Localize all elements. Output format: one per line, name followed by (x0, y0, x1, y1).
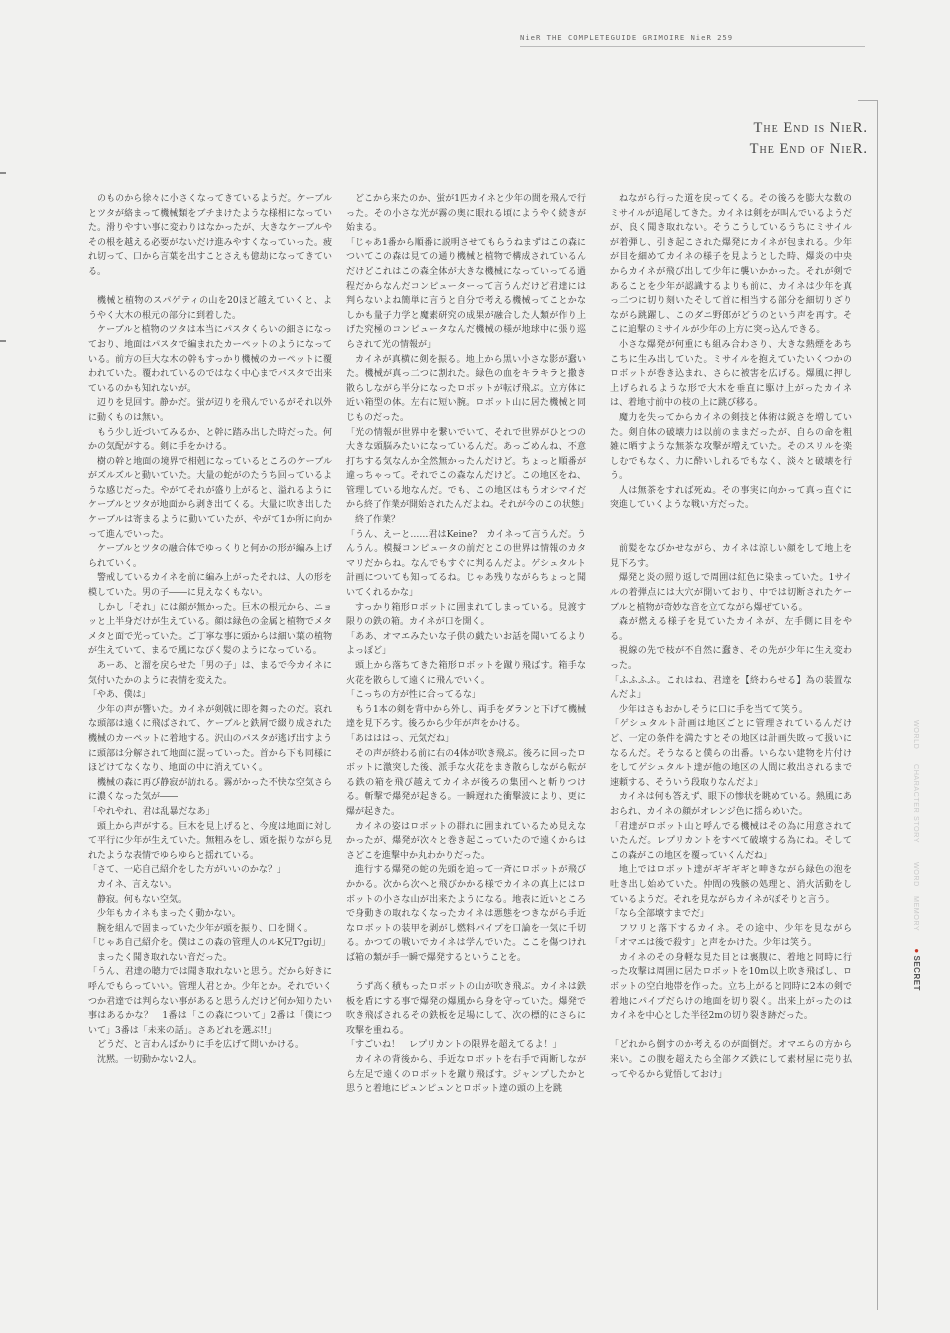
body-paragraph: 腕を組んで固まっていた少年が頭を振り、口を開く。 (97, 923, 313, 934)
body-paragraph: 魔力を失ってからカイネの剣技と体術は鋭さを増していた。剣自体の破壊力は以前のままだったが、自らの命を粗雑に晒すような無茶な攻撃が増えていた。そのスリルを楽しむでもなく、力に酔いしれるでもなく、淡々と破壊を行う。 (610, 412, 852, 482)
paragraph-spacer (610, 513, 852, 528)
dialogue-line: 「うん、君達の聴力では聞き取れないと思う。だから好きに呼んでもらっていい。管理人君とか。少年とか。それでいくつか君達では判らない事があると思うんだけど何か知りたい事はあるかな？ 1番は「この森について」2番は「僕について」3番は「未来の話」。さあどれを選ぶ!!」 (88, 967, 332, 1036)
chapter-title (620, 118, 868, 160)
chapter-title-line-2: The End of NieR. (749, 141, 868, 157)
body-paragraph: 小さな爆発が何重にも組み合わさり、大きな熱煙をあちこちに生み出していた。ミサイルを抱えていたいくつかのロボットが巻き込まれ、さらに被害を広げる。爆風に押し上げられるような形で大木を垂直に駆け上がったカイネは、着地寸前中の枝の上に跳び移る。 (610, 339, 852, 409)
body-paragraph: 樹の幹と地面の境界で相剋になっているところのケーブルがズルズルと動いていた。大量の蛇がのたうち回っているような感じだった。やがてそれが盛り上がると、溢れるようにケーブルとツタが地面から剥き出てくる。大量に吹き出したケーブルは寄まるように動いていたが、やがて1か所に向かって進んでいった。 (88, 456, 332, 540)
active-tab-dot-icon: ● (912, 946, 921, 956)
body-paragraph: カイネが真横に剣を振る。地上から黒い小さな影が蠢いた。機械が真っ二つに割れた。緑色の血をキラキラと撒き散らしながら半分になったロボットが転げ飛ぶ。立方体に近い箱型の体。左右に短い腕。ロボット山に居た機械と同じものだった。 (346, 354, 586, 423)
body-paragraph: カイネは何も答えず、眼下の惨状を眺めている。熱風にあおられ、カイネの顔がオレンジ色に揺らめいた。 (610, 792, 852, 817)
body-paragraph: ケーブルと植物のツタは本当にパスタくらいの細さになっており、地面はパスタで編まれたカーペットのようになっている。前方の巨大な木の幹もすっかり機械のカーペットに覆われていた。覆われているのではなく中心までパスタで出来ているのかも知れないが。 (88, 325, 332, 394)
body-paragraph: 進行する爆発の蛇の先頭を追って一斉にロボットが飛びかかる。次から次へと飛びかかる様でカイネの真上にはロボットの小さな山が出来たようになる。地表に近いところで身動きの取れなくなったカイネは悪態をつきながら手近なロボットの装甲を剥がし燃料パイプを口論を一気に千切る。かつての戦いでカイネは学んでいた。ここを傷つければ箱の類が手一瞬で爆発するということを。 (346, 865, 586, 963)
section-side-tabs (912, 720, 928, 991)
dialogue-line: 「光の情報が世界中を繋いでいて、それで世界がひとつの大きな頭脳みたいになっているんだ。あっごめんね、不意打ちする気なんか全然無かったんだけど。ちょっと順番が違っちゃって。それでこの森なんだけど。この地区をね、管理している地なんだ。でも、この地区はもうオシマイだから終了作業が開始されたんだよね。それが今のこの状態」 (346, 427, 590, 511)
side-tab-label: STORY (912, 816, 921, 843)
running-header: NieR THE COMPLETEGUIDE GRIMOIRE NieR 259 (520, 33, 734, 42)
side-tab-world (912, 720, 921, 749)
dialogue-line: 「ふふふふ。これはね、君達を【終わらせる】為の装置なんだよ」 (610, 675, 852, 701)
body-paragraph: まったく聞き取れない音だった。 (97, 952, 233, 963)
body-paragraph: 地上ではロボット達がギギギギと呻きながら緑色の泡を吐き出し始めていた。仲間の残骸の処理と、消火活動をしているようだ。それを見ながらカイネがぼそりと言う。 (610, 865, 852, 905)
body-paragraph: 少年もカイネもまったく動かない。 (97, 909, 241, 920)
dialogue-line: 「じゃあ自己紹介を。僕はこの森の管理人のルK兄T?gi切」 (88, 938, 331, 949)
body-paragraph: フワリと落下するカイネ。その途中、少年を見ながら「オマエは後で殺す」と声をかけた。少年は笑う。 (610, 923, 852, 949)
body-paragraph: カイネのその身軽な見た目とは裏腹に、着地と同時に行った攻撃は周囲に居たロボットを10m以上吹き飛ばし、ロボットの空白地帯を作った。立ち上がると同時に2本の剣で着地にパイプだらけの地面を切り裂く。出来上がったのはカイネを中心とした半径2mの切り裂き跡だった。 (610, 952, 852, 1022)
body-paragraph: 爆発と炎の照り返しで周囲は紅色に染まっていた。1サイルの着弾点には大穴が開いており、中では切断されたケーブルと植物が奇妙な音を立てながら爆ぜている。 (610, 573, 852, 613)
body-paragraph: 少年の声が響いた。カイネが剣戟に即を舞ったのだ。哀れな頭部は遠くに飛ばされて、ケーブルと鉄屑で綴り成された機械のカーペットに着地する。沢山のパスタが逃げ出すように頭部は分解されて地面に混っていった。首から下も同様にほどけてなくなり、地面の中に消えていく。 (88, 704, 332, 774)
dialogue-line: 「なら全部壊すまでだ」 (610, 909, 710, 920)
side-tab-label: SECRET (912, 955, 921, 991)
paragraph-spacer (346, 965, 586, 980)
body-paragraph: もう少し近づいてみるか、と幹に踏み出した時だった。何かの気配がする。剣に手をかける。 (88, 427, 332, 453)
paragraph-spacer (610, 1024, 852, 1039)
dialogue-line: 「じゃあ1番から順番に説明させてもらうねまずはこの森についてこの森は見ての通り機械と植物で構成されているんだけどこれはこの森全体が大きな機械になっていってる過程だからなんだコンピューターって言うんだけど君達には判らないよね簡単に言うと自分で考える機械ってことかなしかも量子力学と魔素研究の成果が融合した人類が作り上げた究極のコンピュータなんだ機械の様が地球中に張り巡らされて光の情報が」 (346, 237, 586, 350)
body-paragraph: すっかり箱形ロボットに囲まれてしまっている。見渡す限りの鉄の箱。カイネが口を開く。 (346, 602, 586, 628)
scan-mark (0, 172, 6, 174)
dialogue-line: 「ゲシュタルト計画は地区ごとに管理されているんだけど、一定の条件を満たすとその地区は計画失敗って扱いになるんだ。そうなると僕らの出番。いらない建物を片付けをしてゲシュタルト達が他の地区の人間に救出されるまで速頼する、そういう段取りなんだよ」 (610, 719, 852, 788)
side-tab-word (912, 862, 921, 887)
dialogue-line: 「こっちの方が性に合ってるな」 (346, 690, 481, 701)
body-paragraph: 辺りを見回す。静かだ。蛍が辺りを飛んでいるがそれ以外に動くものは無い。 (88, 398, 332, 423)
dialogue-line: 「すごいね！ レプリカントの限界を超えてるよ！」 (346, 1040, 562, 1051)
dialogue-line: 「さて、一応自己紹介をした方がいいのかな？」 (88, 865, 286, 876)
body-paragraph: ねながら行った道を戻ってくる。その後ろを膨大な数のミサイルが追尾してきた。カイネは剣をが叫んでいるようだが、良く聞き取れない。そうこうしているうちにミサイルが着弾し、引き起こされた爆発にカイネが包まれる。少年が目を細めてカイネの様子を見ようとした時、爆炎の中央からカイネが飛び出して少年に襲いかかった。それが剣であることを少年が認識するよりも前に、カイネは少年を真っ二つに切り刻いたそして首に相当する部分を細切りざりながら跳躍し、このダニ野郎がどうのという声を再す。そこに追撃のミサイルが少年の上方に突っ込んできる。 (610, 194, 853, 336)
body-paragraph: その声が終わる前に右の4体が吹き飛ぶ。後ろに回ったロボットに激突した後、派手な火花をまき散らしながら転がる鉄の箱を飛び越えてカイネが後ろの集団へと斬りつける。斬撃で爆発が起きる。一瞬遅れた衝撃波により、更に爆が起きた。 (346, 748, 586, 817)
side-tab-label: WORLD (912, 720, 921, 750)
dialogue-line: 「あはははっ、元気だね」 (346, 733, 455, 744)
page-bracket-vertical (877, 100, 878, 1310)
dialogue-line: 「どれから倒すのか考えるのが面倒だ。オマエらの方から来い。この腹を超えたら全部クズ鉄にして素材屋に売り払ってやるから覚悟しておけ」 (610, 1040, 852, 1080)
dialogue-line: 「君達がロボット山と呼んでる機械はその為に用意されていたんだ。レプリカントをすべて破壊する為にね。そしてこの森がこの地区を覆っていくんだね」 (610, 821, 852, 861)
body-paragraph: 頭上から声がする。巨木を見上げると、今度は地面に対して平行に少年が生えていた。無粗みをし、頭を振りながら見れたような表情でゆらゆらと揺れている。 (88, 821, 332, 861)
side-tab-memory (912, 896, 921, 931)
page-bracket-horizontal (858, 100, 878, 101)
paragraph-spacer (610, 528, 852, 543)
body-paragraph: 警戒しているカイネを前に編み上がったそれは、人の形を模していた。男の子――に見えなくもない。 (88, 573, 332, 599)
body-paragraph: 沈黙。一切動かない2人。 (97, 1055, 202, 1066)
body-paragraph: もう1本の剣を背中から外し、両手をダランと下げて機械達を見下ろす。後ろから少年が声をかける。 (346, 704, 586, 730)
body-paragraph: 人は無茶をすれば死ぬ。その事実に向かって真っ直ぐに突進していくような戦い方だった。 (610, 485, 852, 511)
body-paragraph: 前髪をなびかせながら、カイネは涼しい顔をして地上を見下ろす。 (610, 544, 852, 569)
body-paragraph: ケーブルとツタの融合体でゆっくりと何かの形が編み上げられていく。 (88, 544, 332, 569)
text-column-2 (346, 192, 590, 1097)
paragraph-spacer (88, 280, 332, 295)
side-tab-label: CHARACTER (912, 764, 921, 814)
body-paragraph: 少年はさもおかしそうに口に手を当てて笑う。 (619, 704, 809, 715)
body-paragraph: カイネの姿はロボットの群れに囲まれているため見えなかったが、爆発が次々と巻き起こっていたので遠くからはさどこを進撃中か丸わかりだった。 (346, 821, 586, 861)
body-paragraph: どこから来たのか、蛍が1匹カイネと少年の間を飛んで行った。その小さな光が霧の奥に眼れる頃にようやく続きが始まる。 (346, 194, 586, 234)
chapter-title-line-1: The End is NieR. (753, 120, 868, 136)
body-paragraph: 森が燃える様子を見ていたカイネが、左手側に目をやる。 (610, 617, 852, 642)
header-rule (520, 46, 865, 47)
side-tab-label: MEMORY (912, 896, 921, 932)
body-paragraph: どうだ、と言わんばかりに手を広げて問いかける。 (97, 1040, 305, 1051)
body-paragraph: 静寂。何もない空気。 (97, 894, 188, 905)
body-paragraph: 機械と植物のスパゲティの山を20ほど越えていくと、ようやく大木の根元の部分に到着した。 (88, 296, 332, 321)
body-paragraph: 終了作業？ (355, 515, 401, 526)
body-paragraph: うず高く積もったロボットの山が吹き飛ぶ。カイネは鉄板を盾にする事で爆発の爆風から身を守っていた。爆発で吹き飛ばされるその鉄板を足場にして、次の標的にさらに攻撃を重ねる。 (346, 982, 586, 1036)
dialogue-line: 「やれやれ、君は乱暴だなあ」 (88, 806, 215, 817)
body-paragraph: のものから徐々に小さくなってきているようだ。ケーブルとツタが絡まって機械類をブチまけたような様相になっていた。滑りやすい事に変わりはなかったが、大きなケーブルやその根を越える必要がないだけ進みやすくなっていった。疲れ切って、口から言葉を出すことさえも億劫になってきている。 (88, 194, 332, 277)
text-column-1 (88, 192, 332, 1068)
dialogue-line: 「ああ、オマエみたいな子供の戯たいお話を聞いてるよりよっぽど」 (346, 631, 586, 657)
side-tab-story (912, 816, 921, 843)
side-tab-secret (912, 946, 921, 991)
dialogue-line: 「やあ、僕は」 (88, 690, 151, 701)
text-column-3 (610, 192, 852, 1082)
side-tab-label: WORD (912, 862, 921, 887)
scan-mark (0, 340, 6, 342)
body-paragraph: 頭上から落ちてきた箱形ロボットを蹴り飛ばす。箱手な火花を散らして遠くに飛んでいく。 (346, 661, 586, 686)
body-paragraph: 機械の森に再び静寂が訪れる。霧がかった不快な空気さらに濃くなった気が―― (88, 777, 332, 803)
body-paragraph: カイネの背後から、手近なロボットを右手で両断しながら左足で遠くのロボットを蹴り飛ばす。ジャンプしたかと思うと着地にピュンピュンとロボット達の頭の上を跳 (346, 1055, 586, 1095)
body-paragraph: しかし「それ」には顔が無かった。巨木の根元から、ニョッと上半身だけが生えている。顔は緑色の金属と植物でメタメタと面で光っていた。ご丁寧な事に頭からは細い葉の植物が生えていて、まるで風になびく髪のようになっている。 (88, 602, 332, 657)
body-paragraph: あーあ、と溜を戻らせた「男の子」は、まるで今カイネに気付いたかのように表情を変えた。 (88, 661, 332, 686)
body-paragraph: 視線の先で枝が不自然に蠢き、その先が少年に生え変わった。 (610, 646, 852, 671)
dialogue-line: 「うん、えーと……君はKeine? カイネって言うんだ。うんうん。模擬コンピュータの前だとこの世界は情報のカタマリだからね。なんでもすぐに判るんだよ。ゲシュタルト計画についても知ってるね。じゃあ残りながらちょっと聞いてくれるかな」 (346, 529, 586, 599)
body-paragraph: カイネ、言えない。 (97, 879, 178, 890)
side-tab-character (912, 764, 921, 813)
